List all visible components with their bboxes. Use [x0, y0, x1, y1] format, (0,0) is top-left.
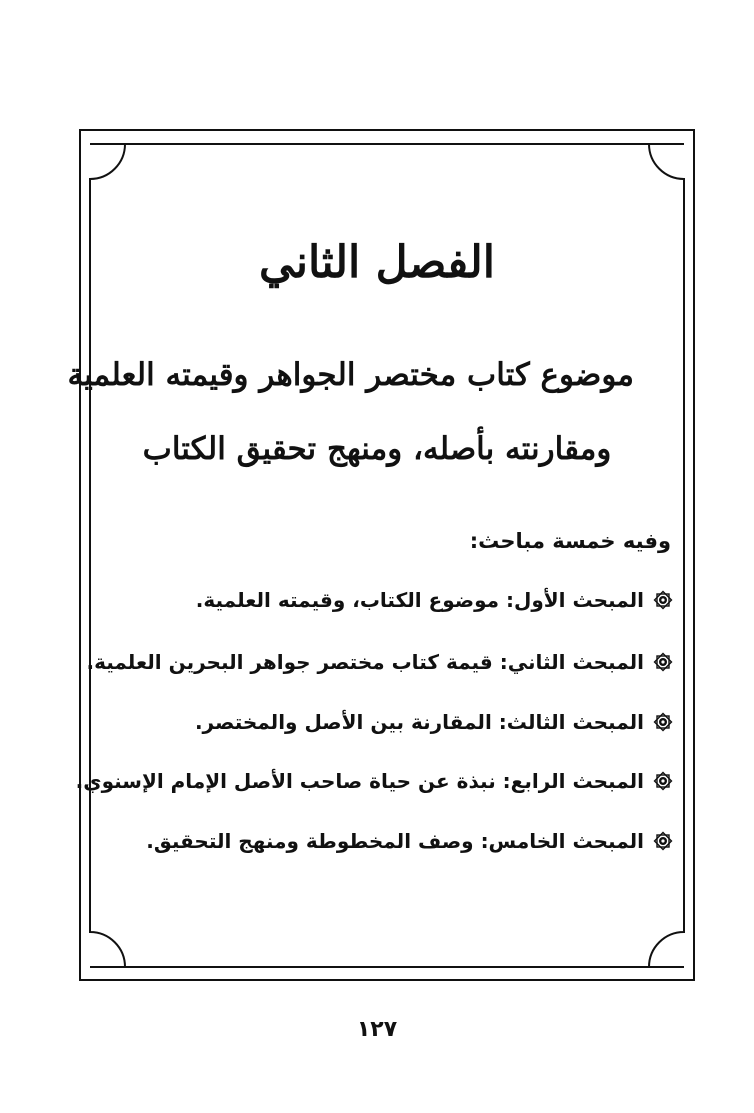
section-text: وصف المخطوطة ومنهج التحقيق. — [146, 829, 474, 853]
section-item-4 — [76, 764, 674, 798]
section-item-2 — [87, 645, 675, 679]
section-text: المقارنة بين الأصل والمختصر. — [194, 710, 492, 734]
page-number: ١٢٧ — [356, 1017, 398, 1042]
octagram-flower-icon — [652, 830, 674, 852]
chapter-title: الفصل الثاني — [259, 237, 495, 288]
section-label: المبحث الثالث: — [498, 710, 644, 734]
section-text: قيمة كتاب مختصر جواهر البحرين العلمية. — [86, 650, 493, 674]
chapter-subtitle-line-1: موضوع كتاب مختصر الجواهر وقيمته العلمية — [67, 357, 634, 393]
section-label: المبحث الثاني: — [499, 650, 644, 674]
section-label: المبحث الخامس: — [480, 829, 644, 853]
section-item-5 — [146, 824, 674, 858]
octagram-flower-icon — [652, 711, 674, 733]
section-text: موضوع الكتاب، وقيمته العلمية. — [195, 588, 499, 612]
section-item-3 — [195, 705, 674, 739]
octagram-flower-icon — [652, 770, 674, 792]
section-text: نبذة عن حياة صاحب الأصل الإمام الإسنوي. — [75, 769, 496, 793]
section-item-1 — [196, 583, 674, 617]
section-label: المبحث الرابع: — [502, 769, 644, 793]
section-label: المبحث الأول: — [505, 588, 644, 612]
sections-intro: وفيه خمسة مباحث: — [469, 529, 671, 553]
chapter-subtitle-line-2: ومقارنته بأصله، ومنهج تحقيق الكتاب — [142, 431, 612, 467]
octagram-flower-icon — [652, 589, 674, 611]
octagram-flower-icon — [652, 651, 674, 673]
